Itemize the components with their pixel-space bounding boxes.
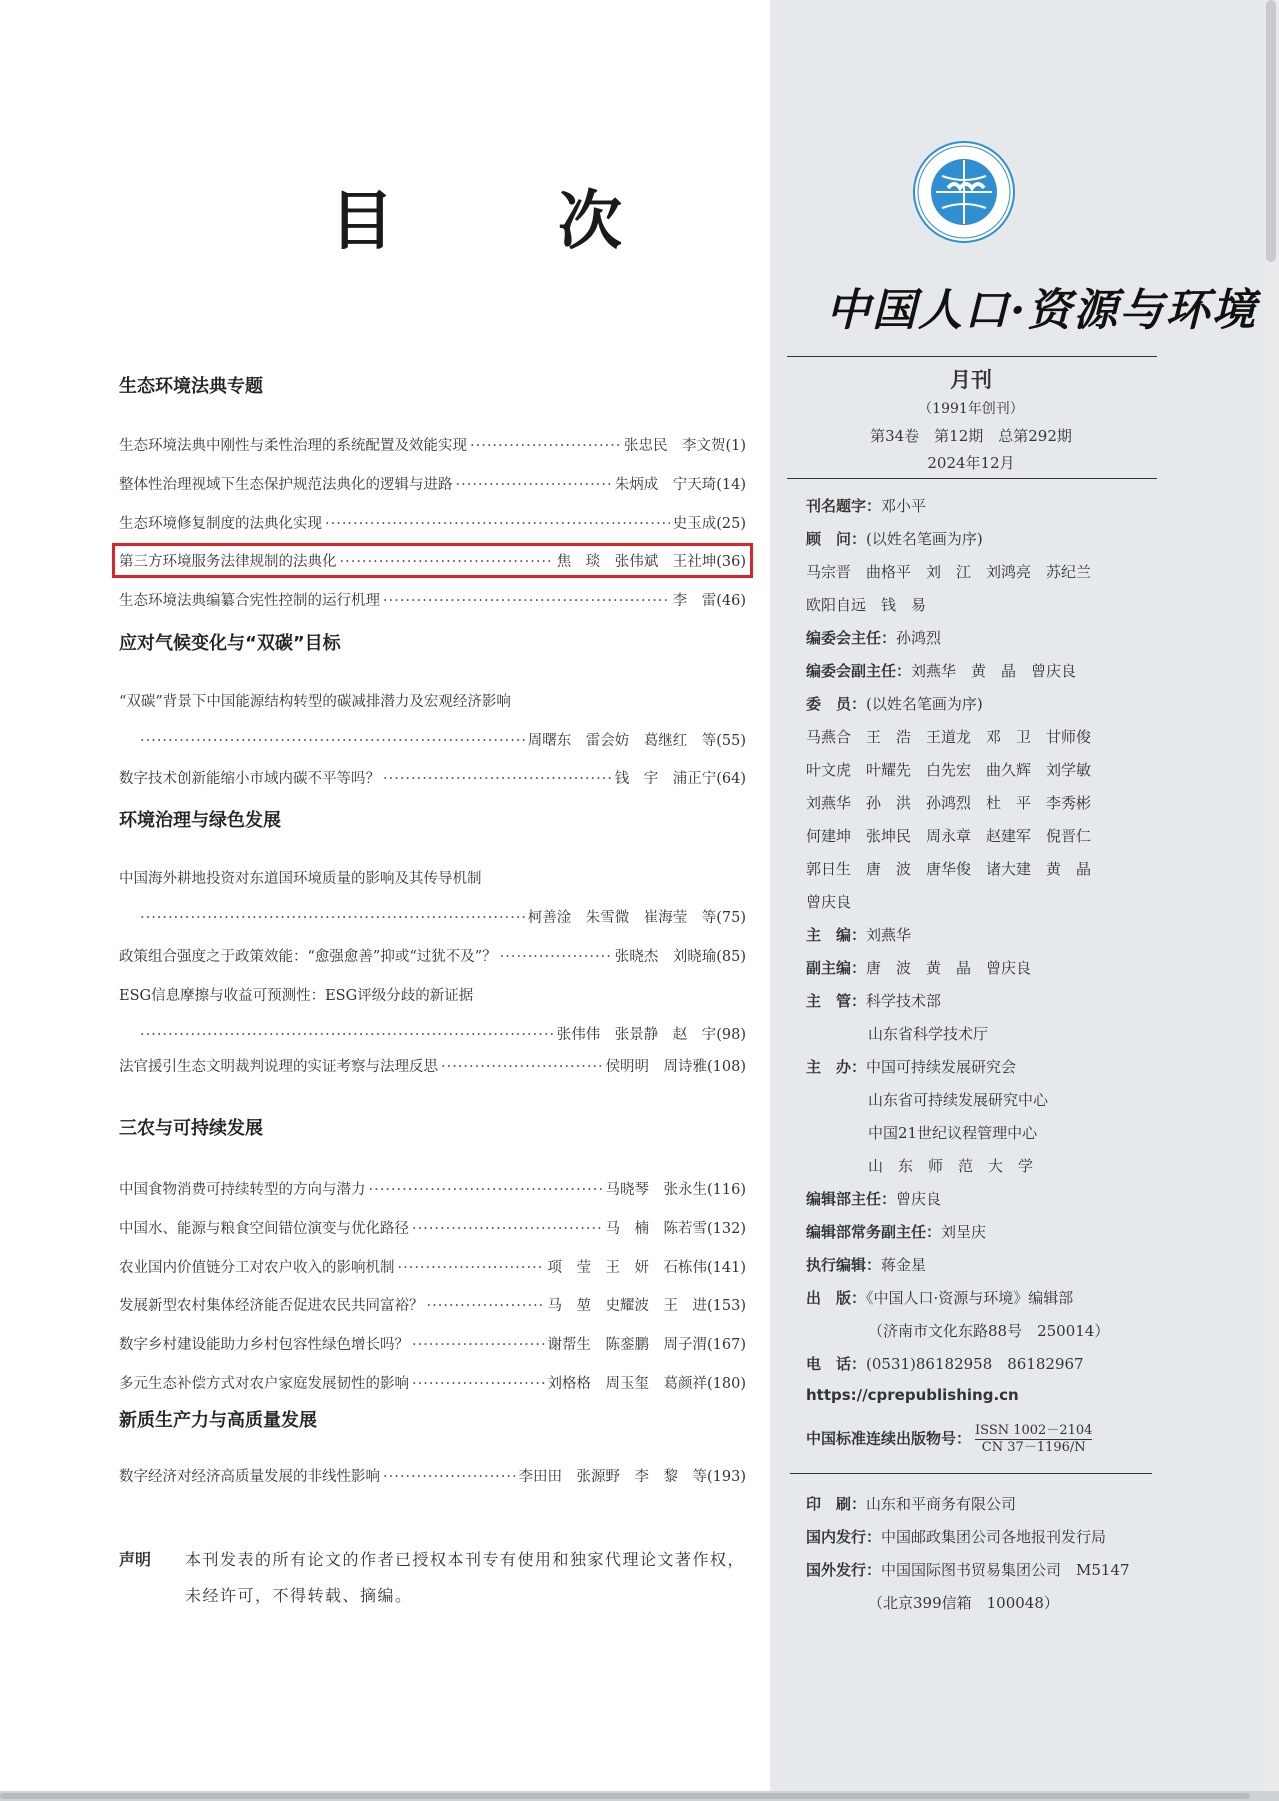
frequency: 月刊 xyxy=(950,368,992,392)
toc-authors-page: 项 莹 王 妍 石栋伟(141) xyxy=(547,1260,746,1276)
toc-entry-title: 政策组合强度之于政策效能：“愈强愈善”抑或“过犹不及”？ xyxy=(119,949,497,965)
toc-entry-title: 生态环境修复制度的法典化实现 xyxy=(119,516,322,532)
toc-authors-page: 马 楠 陈若雪(132) xyxy=(605,1221,746,1237)
masthead-line xyxy=(806,1254,926,1275)
masthead-value: 曾庆良 xyxy=(896,1190,942,1208)
masthead-rule-mid xyxy=(787,478,1157,479)
leader-dots xyxy=(412,1337,545,1353)
toc-authors-page: 钱 宇 浦正宁(64) xyxy=(614,771,746,787)
section-title: 新质生产力与高质量发展 xyxy=(119,1410,317,1431)
masthead-value: 欧阳自远 钱 易 xyxy=(806,596,927,614)
leader-dots xyxy=(398,1260,545,1276)
leader-dots xyxy=(500,949,612,965)
toc-entry-title[interactable]: 中国海外耕地投资对东道国环境质量的影响及其传导机制 xyxy=(119,871,482,887)
masthead-line xyxy=(806,1188,941,1209)
masthead-line xyxy=(806,1386,1019,1404)
masthead-line xyxy=(806,726,1091,747)
masthead-value: 郭日生 唐 波 唐华俊 诸大建 黄 晶 xyxy=(806,860,1092,878)
masthead-value: （济南市文化东路88号 250014） xyxy=(868,1322,1110,1340)
masthead-line xyxy=(806,759,1091,780)
section-title: 三农与可持续发展 xyxy=(119,1118,263,1139)
masthead-label: 编委会主任： xyxy=(806,629,897,647)
masthead-value: 叶文虎 叶耀先 白先宏 曲久辉 刘学敏 xyxy=(806,761,1092,779)
masthead-value: 中国国际图书贸易集团公司 M5147 xyxy=(881,1561,1130,1579)
journal-name-calligraphy: 中国人口·资源与环境 xyxy=(826,285,1258,336)
toc-entry-title: 第三方环境服务法律规制的法典化 xyxy=(119,554,337,570)
toc-entry-title: 数字经济对经济高质量发展的非线性影响 xyxy=(119,1469,380,1485)
toc-entry-title: 整体性治理视域下生态保护规范法典化的逻辑与进路 xyxy=(119,477,453,493)
masthead-line xyxy=(806,528,983,549)
toc-authors-page: 焦 琰 张伟斌 王社坤(36) xyxy=(556,554,746,570)
toc-authors-page: 张伟伟 张景静 赵 宇(98) xyxy=(556,1027,746,1043)
masthead-value: 唐 波 黄 晶 曾庆良 xyxy=(866,959,1032,977)
toc-entry[interactable] xyxy=(119,945,746,966)
masthead-value: 刘燕华 孙 洪 孙鸿烈 杜 平 李秀彬 xyxy=(806,794,1092,812)
masthead-value: 山东省科学技术厅 xyxy=(868,1025,989,1043)
statement-text: 本刊发表的所有论文的作者已授权本刊专有使用和独家代理论文著作权，未经许可，不得转载、摘编。 xyxy=(185,1550,746,1605)
toc-entry-title: 中国食物消费可持续转型的方向与潜力 xyxy=(119,1182,366,1198)
masthead-value: 邓小平 xyxy=(881,497,927,515)
toc-entry[interactable] xyxy=(119,1333,746,1354)
issue-date: 2024年12月 xyxy=(927,454,1015,472)
masthead-value: 刘燕华 黄 晶 曾庆良 xyxy=(911,662,1077,680)
masthead-line xyxy=(806,627,941,648)
leader-dots xyxy=(325,516,670,532)
toc-entry-title: 数字乡村建设能助力乡村包容性绿色增长吗？ xyxy=(119,1337,409,1353)
toc-entry[interactable] xyxy=(119,1465,746,1486)
toc-entry-title: 发展新型农村集体经济能否促进农民共同富裕？ xyxy=(119,1298,424,1314)
issn: ISSN 1002－2104 xyxy=(975,1423,1093,1438)
masthead-label: 委 员： xyxy=(806,695,867,713)
masthead-line xyxy=(806,1287,1073,1308)
section-title: 生态环境法典专题 xyxy=(119,376,263,397)
vertical-scroll-thumb[interactable] xyxy=(1266,0,1276,262)
toc-entry[interactable] xyxy=(119,767,746,788)
masthead-line xyxy=(806,1559,1130,1580)
masthead-line xyxy=(806,1526,1106,1547)
toc-entry[interactable] xyxy=(119,589,746,610)
toc-entry-title: 农业国内价值链分工对农户收入的影响机制 xyxy=(119,1260,395,1276)
masthead-label: 主 编： xyxy=(806,926,867,944)
leader-dots xyxy=(383,1469,516,1485)
masthead-line xyxy=(868,1155,1033,1176)
toc-entry-highlighted[interactable] xyxy=(119,550,746,571)
toc-entry[interactable] xyxy=(119,1294,746,1315)
toc-authors-page: 张忠民 李文贺(1) xyxy=(623,438,746,454)
toc-authors-page: 李田田 张源野 李 黎 等(193) xyxy=(518,1469,746,1485)
toc-entry[interactable] xyxy=(119,473,746,494)
toc-entry[interactable] xyxy=(119,1256,746,1277)
masthead-line xyxy=(806,1353,1084,1374)
masthead-line xyxy=(806,495,926,516)
masthead-value: 中国21世纪议程管理中心 xyxy=(868,1124,1038,1142)
leader-dots xyxy=(140,1027,554,1043)
toc-authors-page: 李 雷(46) xyxy=(672,593,746,609)
masthead-value: 刘燕华 xyxy=(866,926,912,944)
leader-dots xyxy=(412,1376,545,1392)
toc-entry-title: 多元生态补偿方式对农户家庭发展韧性的影响 xyxy=(119,1376,409,1392)
toc-entry[interactable] xyxy=(119,1217,746,1238)
masthead-value: 何建坤 张坤民 周永章 赵建军 倪晋仁 xyxy=(806,827,1092,845)
masthead-value: 中国可持续发展研究会 xyxy=(866,1058,1017,1076)
masthead-rule-top xyxy=(787,356,1157,357)
masthead-rule-bottom xyxy=(790,1473,1152,1474)
masthead-line xyxy=(806,825,1091,846)
leader-dots xyxy=(427,1298,545,1314)
toc-authors-page: 柯善淦 朱雪微 崔海莹 等(75) xyxy=(527,910,746,926)
toc-authors-page: 朱炳成 宁天琦(14) xyxy=(614,477,746,493)
masthead-label: 编委会副主任： xyxy=(806,662,912,680)
masthead-value: 蒋金星 xyxy=(881,1256,927,1274)
masthead-value: (以姓名笔画为序) xyxy=(866,530,983,548)
toc-entry-title[interactable]: ESG信息摩擦与收益可预测性：ESG评级分歧的新证据 xyxy=(119,988,474,1004)
masthead-label: 主 办： xyxy=(806,1058,867,1076)
leader-dots xyxy=(140,910,525,926)
masthead-line xyxy=(806,1221,986,1242)
toc-authors-page: 马 堃 史耀波 王 进(153) xyxy=(547,1298,746,1314)
section-title: 环境治理与绿色发展 xyxy=(119,810,281,831)
toc-entry-title: 法官援引生态文明裁判说理的实证考察与法理反思 xyxy=(119,1059,438,1075)
toc-entry-title: 生态环境法典中刚性与柔性治理的系统配置及效能实现 xyxy=(119,438,467,454)
masthead-value: 山东省可持续发展研究中心 xyxy=(868,1091,1049,1109)
horizontal-scroll-thumb[interactable] xyxy=(0,1793,1250,1799)
masthead-value: 科学技术部 xyxy=(866,992,942,1010)
masthead-value: (以姓名笔画为序) xyxy=(866,695,983,713)
leader-dots xyxy=(383,593,670,609)
masthead-label: 中国标准连续出版物号： xyxy=(806,1429,972,1448)
toc-entry-title: 中国水、能源与粮食空间错位演变与优化路径 xyxy=(119,1221,409,1237)
vertical-scrollbar[interactable] xyxy=(1263,0,1279,1801)
masthead-value: 孙鸿烈 xyxy=(896,629,942,647)
toc-entry[interactable] xyxy=(119,1055,746,1076)
toc-entry[interactable] xyxy=(119,434,746,455)
leader-dots xyxy=(140,733,525,749)
toc-entry[interactable] xyxy=(119,729,746,750)
page-title: 目 次 xyxy=(330,184,672,259)
masthead-line xyxy=(806,792,1091,813)
masthead-value: 山 东 师 范 大 学 xyxy=(868,1157,1034,1175)
volume-issue: 第34卷 第12期 总第292期 xyxy=(870,427,1072,445)
masthead-label: 顾 问： xyxy=(806,530,867,548)
leader-dots xyxy=(470,438,621,454)
cn-number: CN 37－1196/N xyxy=(981,1440,1086,1455)
masthead-line xyxy=(806,1056,1016,1077)
masthead-value: 中国邮政集团公司各地报刊发行局 xyxy=(881,1528,1107,1546)
leader-dots xyxy=(412,1221,603,1237)
masthead-line xyxy=(806,561,1091,582)
masthead-label: 编辑部常务副主任： xyxy=(806,1223,942,1241)
masthead-label: 电 话： xyxy=(806,1355,867,1373)
masthead-line xyxy=(806,1493,1016,1514)
founded: （1991年创刊） xyxy=(918,401,1024,417)
toc-entry[interactable] xyxy=(119,1023,746,1044)
masthead-label: 国外发行： xyxy=(806,1561,882,1579)
masthead-line xyxy=(806,1423,1092,1456)
masthead-label: 国内发行： xyxy=(806,1528,882,1546)
toc-authors-page: 谢帮生 陈銮鹏 周子渭(167) xyxy=(547,1337,746,1353)
masthead-label: 主 管： xyxy=(806,992,867,1010)
masthead-value: 曾庆良 xyxy=(806,893,852,911)
toc-authors-page: 侯明明 周诗雅(108) xyxy=(605,1059,746,1075)
masthead-value: （北京399信箱 100048） xyxy=(868,1594,1059,1612)
masthead-line xyxy=(868,1122,1037,1143)
masthead-line xyxy=(806,990,941,1011)
toc-authors-page: 张晓杰 刘晓瑜(85) xyxy=(614,949,746,965)
toc-entry[interactable] xyxy=(119,1372,746,1393)
masthead-label: 编辑部主任： xyxy=(806,1190,897,1208)
masthead-value: 马燕合 王 浩 王道龙 邓 卫 甘师俊 xyxy=(806,728,1092,746)
society-globe-logo-icon xyxy=(912,140,1016,244)
masthead-line xyxy=(868,1023,988,1044)
toc-entry[interactable] xyxy=(119,512,746,533)
masthead-label: 出 版： xyxy=(806,1289,867,1307)
leader-dots xyxy=(441,1059,603,1075)
toc-entry-title: 数字技术创新能缩小市域内碳不平等吗？ xyxy=(119,771,380,787)
toc-entry-title: 生态环境法典编纂合宪性控制的运行机理 xyxy=(119,593,380,609)
masthead-value: 马宗晋 曲格平 刘 江 刘鸿亮 苏纪兰 xyxy=(806,563,1092,581)
leader-dots xyxy=(456,477,612,493)
toc-entry-title[interactable]: “双碳”背景下中国能源结构转型的碳减排潜力及宏观经济影响 xyxy=(119,694,511,710)
copyright-statement xyxy=(119,1542,749,1614)
statement-label: 声明 xyxy=(119,1550,152,1569)
masthead-value: https://cprepublishing.cn xyxy=(806,1386,1019,1404)
toc-entry[interactable] xyxy=(119,1178,746,1199)
masthead-label: 印 刷： xyxy=(806,1495,867,1513)
toc-authors-page: 刘格格 周玉玺 葛颜祥(180) xyxy=(547,1376,746,1392)
masthead-line xyxy=(806,660,1076,681)
masthead-line xyxy=(806,957,1031,978)
masthead-line xyxy=(806,924,911,945)
masthead-value: 《中国人口·资源与环境》编辑部 xyxy=(866,1289,1074,1307)
masthead-label: 执行编辑： xyxy=(806,1256,882,1274)
masthead-line xyxy=(806,594,926,615)
toc-authors-page: 史玉成(25) xyxy=(672,516,746,532)
horizontal-scrollbar[interactable] xyxy=(0,1791,1279,1801)
toc-authors-page: 马晓琴 张永生(116) xyxy=(605,1182,746,1198)
masthead-line xyxy=(806,693,983,714)
toc-entry[interactable] xyxy=(119,906,746,927)
masthead-line xyxy=(806,891,851,912)
masthead-value: 山东和平商务有限公司 xyxy=(866,1495,1017,1513)
toc-authors-page: 周曙东 雷会妨 葛继红 等(55) xyxy=(527,733,746,749)
masthead-value: 刘呈庆 xyxy=(941,1223,987,1241)
masthead-label: 副主编： xyxy=(806,959,867,977)
masthead-line xyxy=(806,858,1091,879)
section-title: 应对气候变化与“双碳”目标 xyxy=(119,633,341,654)
masthead-line xyxy=(868,1089,1048,1110)
masthead-line xyxy=(868,1320,1109,1341)
leader-dots xyxy=(383,771,612,787)
masthead-label: 刊名题字： xyxy=(806,497,882,515)
leader-dots xyxy=(340,554,554,570)
leader-dots xyxy=(369,1182,603,1198)
masthead-value: (0531)86182958 86182967 xyxy=(866,1355,1084,1373)
masthead-line xyxy=(868,1592,1059,1613)
